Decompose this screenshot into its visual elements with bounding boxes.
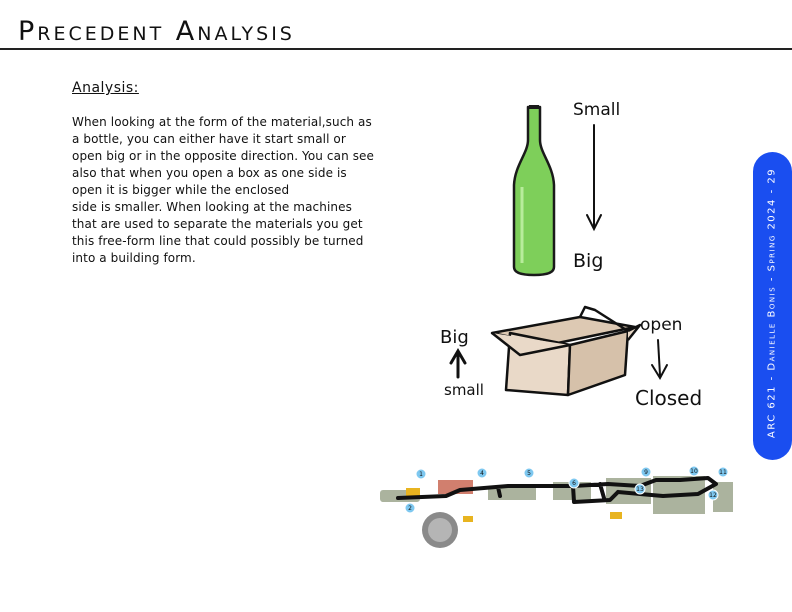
analysis-line: that are used to separate the materials you get	[72, 217, 363, 231]
analysis-heading: Analysis:	[72, 80, 139, 96]
box-icon	[492, 307, 640, 395]
diagram-marker-label: 13	[636, 486, 644, 493]
diagram-marker-label: 4	[480, 470, 484, 477]
analysis-line: open it is bigger while the enclosed	[72, 183, 290, 197]
box-left-top-label: Big	[440, 327, 469, 348]
analysis-line: open big or in the opposite direction. You can see	[72, 149, 375, 163]
page-title: Precedent Analysis	[18, 16, 295, 47]
box-sketch	[430, 305, 710, 417]
bottle-sketch	[500, 95, 630, 285]
machine-diagram	[378, 462, 746, 552]
analysis-line: this free-form line that could possibly be turned	[72, 234, 364, 248]
bottle-bottom-label: Big	[573, 250, 604, 272]
diagram-marker-label: 9	[644, 469, 648, 476]
analysis-line: into a building form.	[72, 251, 196, 265]
diagram-marker-label: 2	[408, 505, 412, 512]
down-arrow-icon	[652, 340, 667, 378]
down-arrow-icon	[587, 125, 601, 229]
diagram-marker-label: 6	[572, 480, 576, 487]
box-right-bottom-label: Closed	[635, 386, 703, 410]
box-left-bottom-label: small	[444, 381, 484, 399]
diagram-marker-label: 12	[709, 492, 717, 499]
diagram-marker-label: 11	[719, 469, 727, 476]
up-arrow-icon	[451, 351, 465, 377]
analysis-line: side is smaller. When looking at the machines	[72, 200, 352, 214]
diagram-marker-label: 10	[690, 468, 698, 475]
box-right-top-label: open	[640, 315, 683, 335]
diagram-marker-label: 1	[419, 471, 423, 478]
analysis-line: also that when you open a box as one side is	[72, 166, 347, 180]
bottle-top-label: Small	[573, 100, 621, 120]
side-tab-label: ARC 621 - Danielle Bonis - Spring 2024 - 29	[766, 167, 778, 439]
analysis-line: When looking at the form of the material,such as	[72, 115, 372, 129]
diagram-marker-label: 5	[527, 470, 531, 477]
analysis-body	[72, 114, 390, 267]
title-divider	[0, 48, 792, 50]
bottle-icon	[514, 107, 554, 275]
analysis-line: a bottle, you can either have it start small or	[72, 132, 346, 146]
